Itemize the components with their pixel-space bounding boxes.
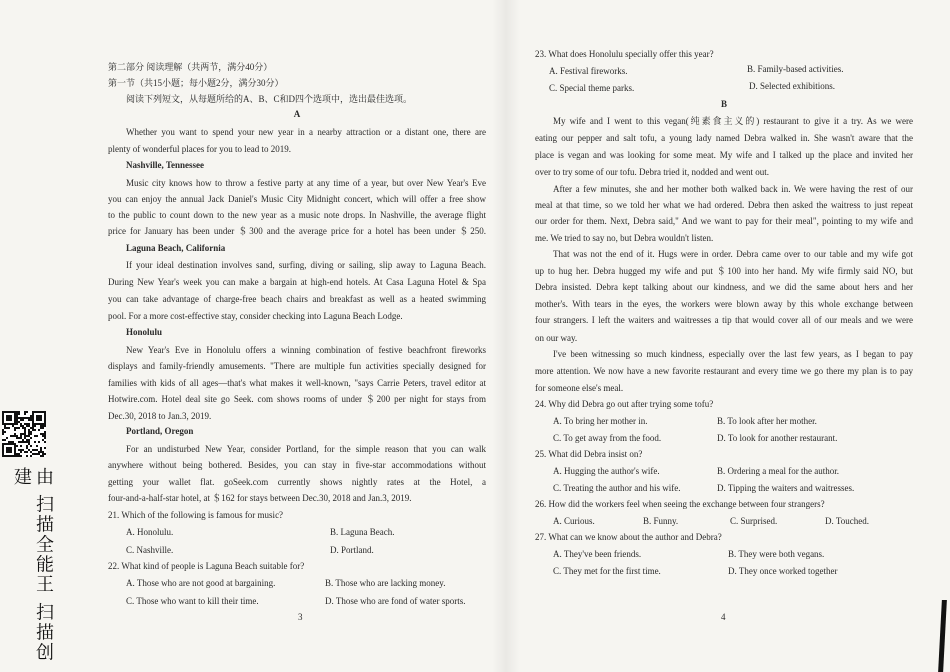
text-line: B. They were both vegans. <box>728 549 825 559</box>
text-line: C. Nashville. <box>126 545 174 555</box>
text-line: B. Those who are lacking money. <box>325 578 446 588</box>
qr-code-icon <box>2 411 46 457</box>
text-line: C. Special theme parks. <box>549 83 635 93</box>
text-line: you can enjoy the annual Jack Daniel's Music City Midnight concert, which will offer a free show <box>108 194 486 204</box>
text-line: C. To get away from the food. <box>553 433 662 443</box>
text-line: four strangers. I left the waiters and waitresses a tip that would cover all of our meals and we were <box>535 315 913 325</box>
text-line: D. They once worked together <box>728 566 838 576</box>
text-line: to the public to count down to the new year as a music note drops. In Nashville, the average flight <box>108 210 486 220</box>
text-line: D. Portland. <box>330 545 374 555</box>
text-line: My wife and I went to this vegan(纯素食主义的) restaurant to give it a try. As we were <box>553 116 913 126</box>
text-line: Honolulu <box>126 327 163 337</box>
text-line: families with kids of all ages—that's what makes it well-known, "says Carrie Peters, travel editor at <box>108 378 486 388</box>
text-line: getting your wallet flat. goSeek.com currently shows nightly rates at the Hotel, a <box>108 477 486 487</box>
text-line: eating our pepper and salt tofu, a young lady named Debra walked in. She wasn't aware that the <box>535 133 913 143</box>
text-line: That was not the end of it. Hugs were in order. Debra came over to our table and my wife got <box>553 249 913 259</box>
text-line: on our way. <box>535 333 578 343</box>
text-line: 22. What kind of people is Laguna Beach suitable for? <box>108 561 305 571</box>
text-line: A. Those who are not good at bargaining. <box>126 578 276 588</box>
text-line: D. Those who are fond of water sports. <box>325 596 466 606</box>
text-line: B. Family-based activities. <box>747 64 844 74</box>
text-line: If your ideal destination involves sand, surfing, diving or sailing, slip away to Laguna Beach. <box>126 260 486 270</box>
text-line: B. To look after her mother. <box>717 416 817 426</box>
text-line: D. Selected exhibitions. <box>749 81 835 91</box>
text-line: A <box>293 109 301 119</box>
text-line: New Year's Eve in Honolulu offers a winning combination of festive beachfront fireworks <box>126 345 486 355</box>
text-line: plenty of wonderful places for you to lead to 2019. <box>108 144 291 154</box>
text-line: Laguna Beach, California <box>126 243 226 253</box>
text-line: For an undisturbed New Year, consider Portland, for the simple reason that you can walk <box>126 444 486 454</box>
text-line: A. Honolulu. <box>126 527 174 537</box>
text-line: A. To bring her mother in. <box>553 416 648 426</box>
text-line: D. Touched. <box>825 516 869 526</box>
text-line: A. Festival fireworks. <box>549 66 628 76</box>
text-line: C. They met for the first time. <box>553 566 661 576</box>
text-line: 27. What can we know about the author and Debra? <box>535 532 722 542</box>
scan-edge-mark <box>938 600 947 672</box>
text-line: B. Ordering a meal for the author. <box>717 466 839 476</box>
text-line: anywhere without being bothered. Besides, you can stay in five-star accommodations without <box>108 460 486 470</box>
text-line: Hotwire.com. Hotel deal site go Seek. com shows rooms of under ＄200 per night for stays from <box>108 394 486 404</box>
text-line: me. We tried to say no, but Debra wouldn't listen. <box>535 233 714 243</box>
text-line: more attention. We now have a new favorite restaurant and every time we go there my plan is to pay <box>535 366 913 376</box>
text-line: I've been witnessing so much kindness, especially over the last few years, as I began to pay <box>553 349 913 359</box>
text-line: D. To look for another restaurant. <box>717 433 838 443</box>
text-line: Music city knows how to throw a festive party at any time of a year, but over New Year's Eve <box>126 178 486 188</box>
text-line: meal at that time, so we told her what we had ordered. Debra then asked the waitress to just repeat <box>535 200 913 210</box>
text-line: 26. How did the workers feel when seeing the exchange between four strangers? <box>535 499 825 509</box>
text-line: for someone else's meal. <box>535 383 624 393</box>
scanner-caption: 由 扫描全能王 扫描创建 <box>11 467 54 663</box>
text-line: Portland, Oregon <box>126 426 194 436</box>
right-page <box>535 0 913 672</box>
text-line: four-and-a-half-star hotel, at ＄162 for stays between Dec.30, 2018 and Jan.3, 2019. <box>108 493 412 503</box>
text-line: 24. Why did Debra go out after trying some tofu? <box>535 399 714 409</box>
text-line: 23. What does Honolulu specially offer this year? <box>535 49 714 59</box>
text-line: B. Laguna Beach. <box>330 527 395 537</box>
text-line: After a few minutes, she and her mother both walked back in. We were having the rest of our <box>553 184 913 194</box>
text-line: up to hug her. Debra hugged my wife and put ＄100 into her hand. My wife firmly said NO, but <box>535 266 913 276</box>
text-line: 阅读下列短文，从每题所给的A、B、C和D四个选项中，选出最佳选项。 <box>126 94 413 104</box>
text-line: you can take advantage of charge-free beach chairs and breakfast as well as a heated swimming <box>108 294 486 304</box>
page-fold-shadow <box>492 0 520 672</box>
text-line: During New Year's week you can make a bargain at high-end hotels. At Casa Laguna Hotel & Spa <box>108 277 486 287</box>
text-line: Debra insisted. Debra kept talking about our kindness, and we did the same about hers and her <box>535 282 913 292</box>
text-line: A. Curious. <box>553 516 595 526</box>
text-line: A. Hugging the author's wife. <box>553 466 660 476</box>
text-line: 25. What did Debra insist on? <box>535 449 643 459</box>
left-page <box>108 0 486 672</box>
text-line: over to try some of our tofu. Debra tried it, nodded and went out. <box>535 167 769 177</box>
text-line: A. They've been friends. <box>553 549 642 559</box>
text-line: 21. Which of the following is famous for music? <box>108 510 284 520</box>
text-line: B <box>720 99 727 109</box>
text-line: C. Those who want to kill their time. <box>126 596 259 606</box>
page-number: 4 <box>721 612 726 622</box>
text-line: Nashville, Tennessee <box>126 160 205 170</box>
text-line: B. Funny. <box>643 516 679 526</box>
text-line: price for January has been under ＄300 and the average price for a hotel has been under ＄250. <box>108 226 486 236</box>
text-line: Whether you want to spend your new year in a nearby attraction or a distant one, there are <box>126 127 486 137</box>
scanner-watermark <box>0 405 58 672</box>
text-line: C. Surprised. <box>730 516 778 526</box>
text-line: displays and family-friendly amusements. "There are multiple fun activities specially designed for <box>108 361 486 371</box>
text-line: mother's. With tears in the eyes, the workers were blown away by this whole exchange between <box>535 299 913 309</box>
page-number: 3 <box>298 612 303 622</box>
text-line: C. Treating the author and his wife. <box>553 483 681 493</box>
text-line: place is vegan and was looking for some meat. My wife and I talked up the place and invited her <box>535 150 913 160</box>
text-line: D. Tipping the waiters and waitresses. <box>717 483 855 493</box>
text-line: 第一节（共15小题；每小题2分，满分30分） <box>108 78 284 88</box>
text-line: 第二部分 阅读理解（共两节，满分40分） <box>108 62 273 72</box>
text-line: pool. For a more cost-effective stay, consider checking into Laguna Beach Lodge. <box>108 311 403 321</box>
text-line: Dec.30, 2018 to Jan.3, 2019. <box>108 411 212 421</box>
text-line: our order for them. Next, Debra said," And we want to pay for their meal", pointing to my wife and <box>535 216 913 226</box>
